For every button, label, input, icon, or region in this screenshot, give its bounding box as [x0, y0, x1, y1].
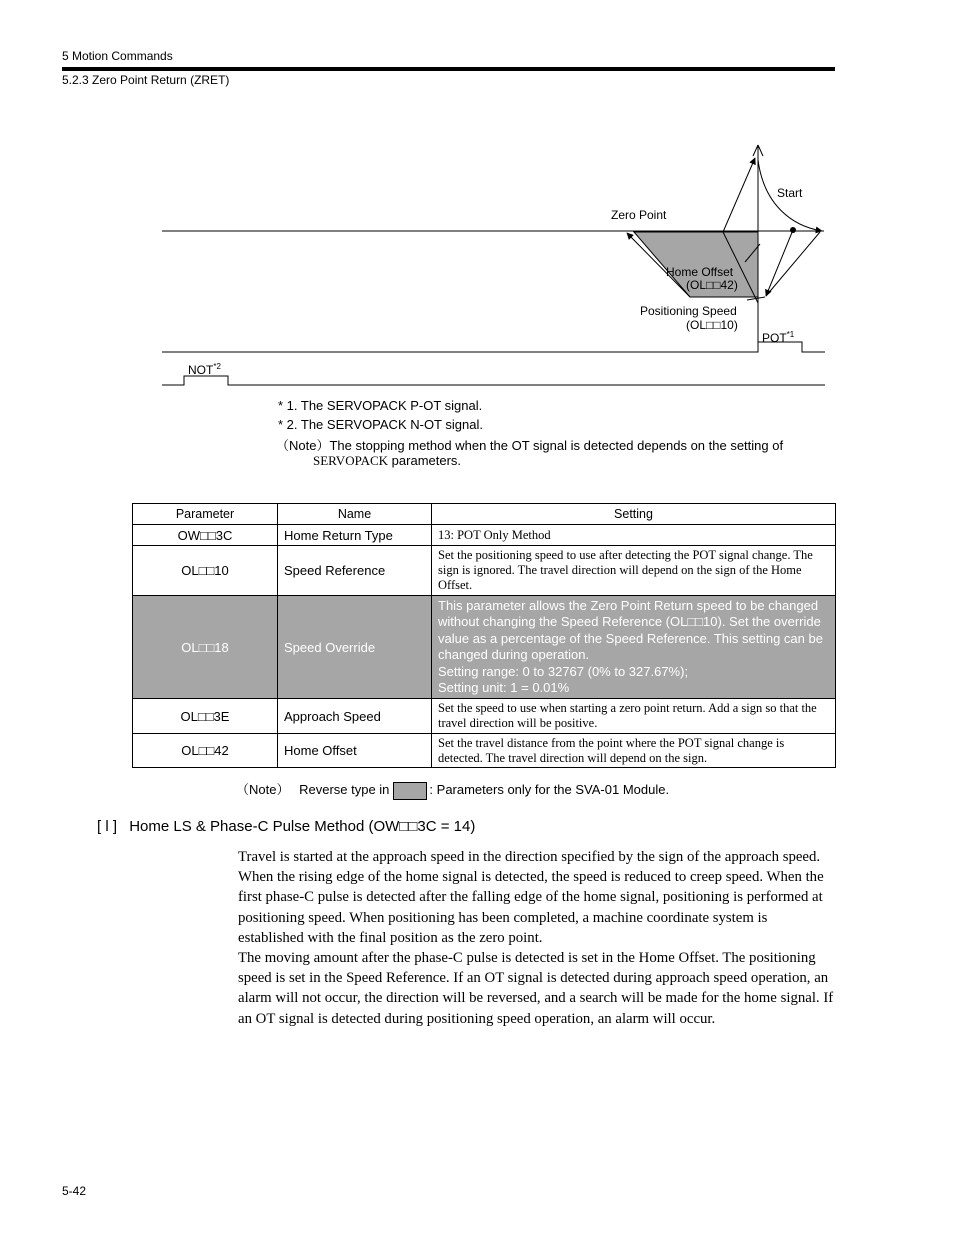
- paragraph-1: Travel is started at the approach speed in the direction specified by the sign of the approach speed. When the rising edge of the home signal is detected, the speed is reduced to creep speed. When the first phase-C pulse is detected after the falling edge of the home signal, positioning is performed at positioning speed. When positioning has been completed, a machine coordinate system is established with the final position as the zero point.: [238, 849, 824, 946]
- body-text: [238, 847, 836, 1029]
- zero-point-return-diagram: [0, 0, 954, 400]
- page-number: 5-42: [62, 1184, 87, 1198]
- chapter-title: 5 Motion Commands: [62, 49, 173, 63]
- positioning-speed-param: (OL□□10): [686, 318, 738, 332]
- setting-cell: Set the travel distance from the point where the POT signal change is detected. The travel direction will depend on the sign.: [432, 734, 836, 768]
- col-header-parameter: Parameter: [133, 504, 278, 525]
- table-row: [133, 525, 836, 546]
- table-row-sva01: [133, 596, 836, 699]
- col-header-setting: Setting: [432, 504, 836, 525]
- name-cell: Home Offset: [278, 734, 432, 768]
- shade-swatch: [393, 782, 427, 800]
- ot-note: （Note）The stopping method when the OT signal is detected depends on the setting of: [276, 438, 784, 453]
- col-header-name: Name: [278, 504, 432, 525]
- pot-label: POT$^{*1}$: [762, 330, 795, 345]
- setting-cell: Set the positioning speed to use after detecting the POT signal change. The sign is ignored. The travel direction will depend on the sign of the Home Offset.: [432, 546, 836, 596]
- table-row: [133, 546, 836, 596]
- table-note: （Note） Reverse type in : Parameters only for the SVA-01 Module.: [236, 779, 669, 800]
- zero-point-label: Zero Point: [611, 208, 667, 222]
- setting-cell: This parameter allows the Zero Point Return speed to be changed without changing the Speed Reference (OL□□10). Set the override value as a percentage of the Speed Reference. This setting can be changed during operation. Setting range: 0 to 32767 (0% to 327.67%); Setting unit: 1 = 0.01%: [432, 596, 836, 699]
- setting-cell: Set the speed to use when starting a zero point return. Add a sign so that the travel direction will be positive.: [432, 699, 836, 734]
- footnote-2: * 2. The SERVOPACK N-OT signal.: [278, 417, 483, 432]
- param-cell: OL□□3E: [133, 699, 278, 734]
- start-label: Start: [777, 186, 803, 200]
- not-label: NOT$^{*2}$: [188, 362, 221, 377]
- name-cell: Speed Reference: [278, 546, 432, 596]
- section-path: 5.2.3 Zero Point Return (ZRET): [62, 73, 230, 87]
- name-cell: Home Return Type: [278, 525, 432, 546]
- param-cell: OL□□42: [133, 734, 278, 768]
- name-cell: Speed Override: [278, 596, 432, 699]
- param-cell: OW□□3C: [133, 525, 278, 546]
- home-offset-param: (OL□□42): [686, 278, 738, 292]
- setting-cell: 13: POT Only Method: [432, 525, 836, 546]
- name-cell: Approach Speed: [278, 699, 432, 734]
- ot-note-cont: SERVOPACK parameters.: [313, 453, 462, 468]
- table-header-row: [133, 504, 836, 525]
- footnote-1: * 1. The SERVOPACK P-OT signal.: [278, 398, 483, 413]
- section-heading: [ l ] Home LS & Phase-C Pulse Method (OW□□3C = 14): [97, 818, 476, 835]
- param-cell: OL□□18: [133, 596, 278, 699]
- not-signal: [162, 376, 825, 385]
- param-cell: OL□□10: [133, 546, 278, 596]
- pot-signal: [162, 342, 825, 352]
- table-row: [133, 734, 836, 768]
- paragraph-2: The moving amount after the phase-C pulse is detected is set in the Home Offset. The positioning speed is set in the Speed Reference. If an OT signal is detected during approach speed operation, an alarm will not occur, the direction will be reversed, and a search will be made for the home signal. If an OT signal is detected during positioning speed operation, an alarm will occur.: [238, 950, 834, 1027]
- home-offset-label: Home Offset: [666, 265, 734, 279]
- table-row: [133, 699, 836, 734]
- positioning-speed-label: Positioning Speed: [640, 304, 737, 318]
- parameter-table: [132, 503, 836, 768]
